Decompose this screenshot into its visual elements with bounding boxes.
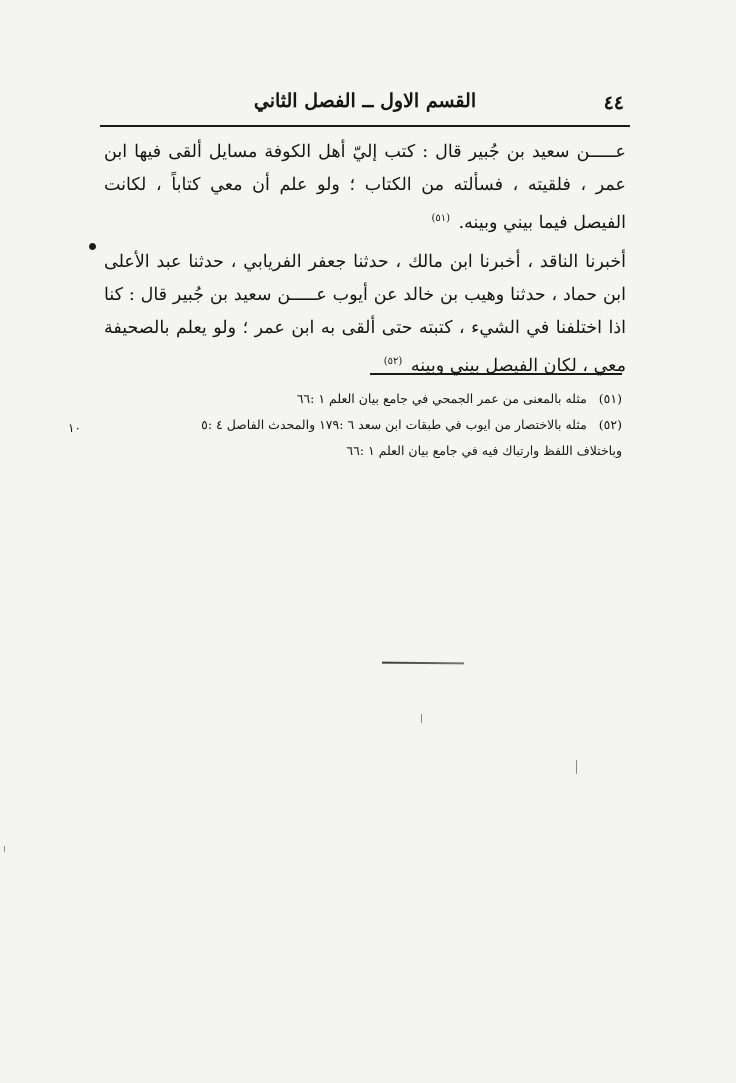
footnote-text: وباختلاف اللفظ وارتباك فيه في جامع بيان العلم ١ :٦٦ — [346, 443, 622, 458]
margin-line-number: ١٠ — [68, 421, 81, 435]
footnote-reference: (٥٢) — [383, 355, 403, 367]
footnote-reference: (٥١) — [431, 213, 451, 224]
footnote-continuation — [100, 438, 622, 464]
footnote-rule — [370, 373, 622, 375]
paragraph-text: عـــــن سعيد بن جُبير قال : كتب إليّ أهل الكوفة مسايل ألقى فيها ابن عمر ، فلقيته ، فسألته من الكتاب ؛ ولو علم أن معي كتاباً ، لكانت الفيصل فيما بيني وبينه. — [104, 142, 626, 233]
footnotes — [100, 386, 622, 464]
header-rule — [100, 125, 630, 127]
footnote-text: مثله بالمعنى من عمر الجمحي في جامع بيان العلم ١ :٦٦ — [296, 391, 587, 406]
footnote-text: مثله بالاختصار من ايوب في طبقات ابن سعد ٦ :١٧٩ والمحدث الفاصل ٤ :٥ — [201, 417, 587, 432]
page-header — [100, 86, 630, 126]
footnote — [100, 386, 622, 412]
paragraph — [104, 246, 626, 383]
paragraph-text: أخبرنا الناقد ، أخبرنا ابن مالك ، حدثنا جعفر الفريابي ، حدثنا عبد الأعلى ابن حماد ، حدثنا وهيب بن خالد عن أيوب عـــــن سعيد بن جُبير قال : كنا اذا اختلفنا في الشيء ، كتبته حتى ألقى به ابن عمر ؛ ولو يعلم بالصحيفة معي ، لكان الفيصل بيني وبينه — [104, 251, 626, 376]
paragraph-bullet-icon — [89, 243, 96, 250]
paper-speck — [4, 846, 5, 852]
footnote-number: (٥١) — [598, 391, 622, 406]
paper-speck — [421, 714, 422, 723]
running-head: القسم الاول ــ الفصل الثاني — [253, 90, 477, 112]
paragraph — [104, 136, 626, 240]
body-text — [104, 136, 626, 383]
paper-speck — [576, 760, 577, 774]
footnote — [100, 412, 622, 438]
ink-stroke — [382, 662, 464, 665]
page-number: ٤٤ — [603, 92, 624, 114]
footnote-number: (٥٢) — [598, 417, 622, 432]
